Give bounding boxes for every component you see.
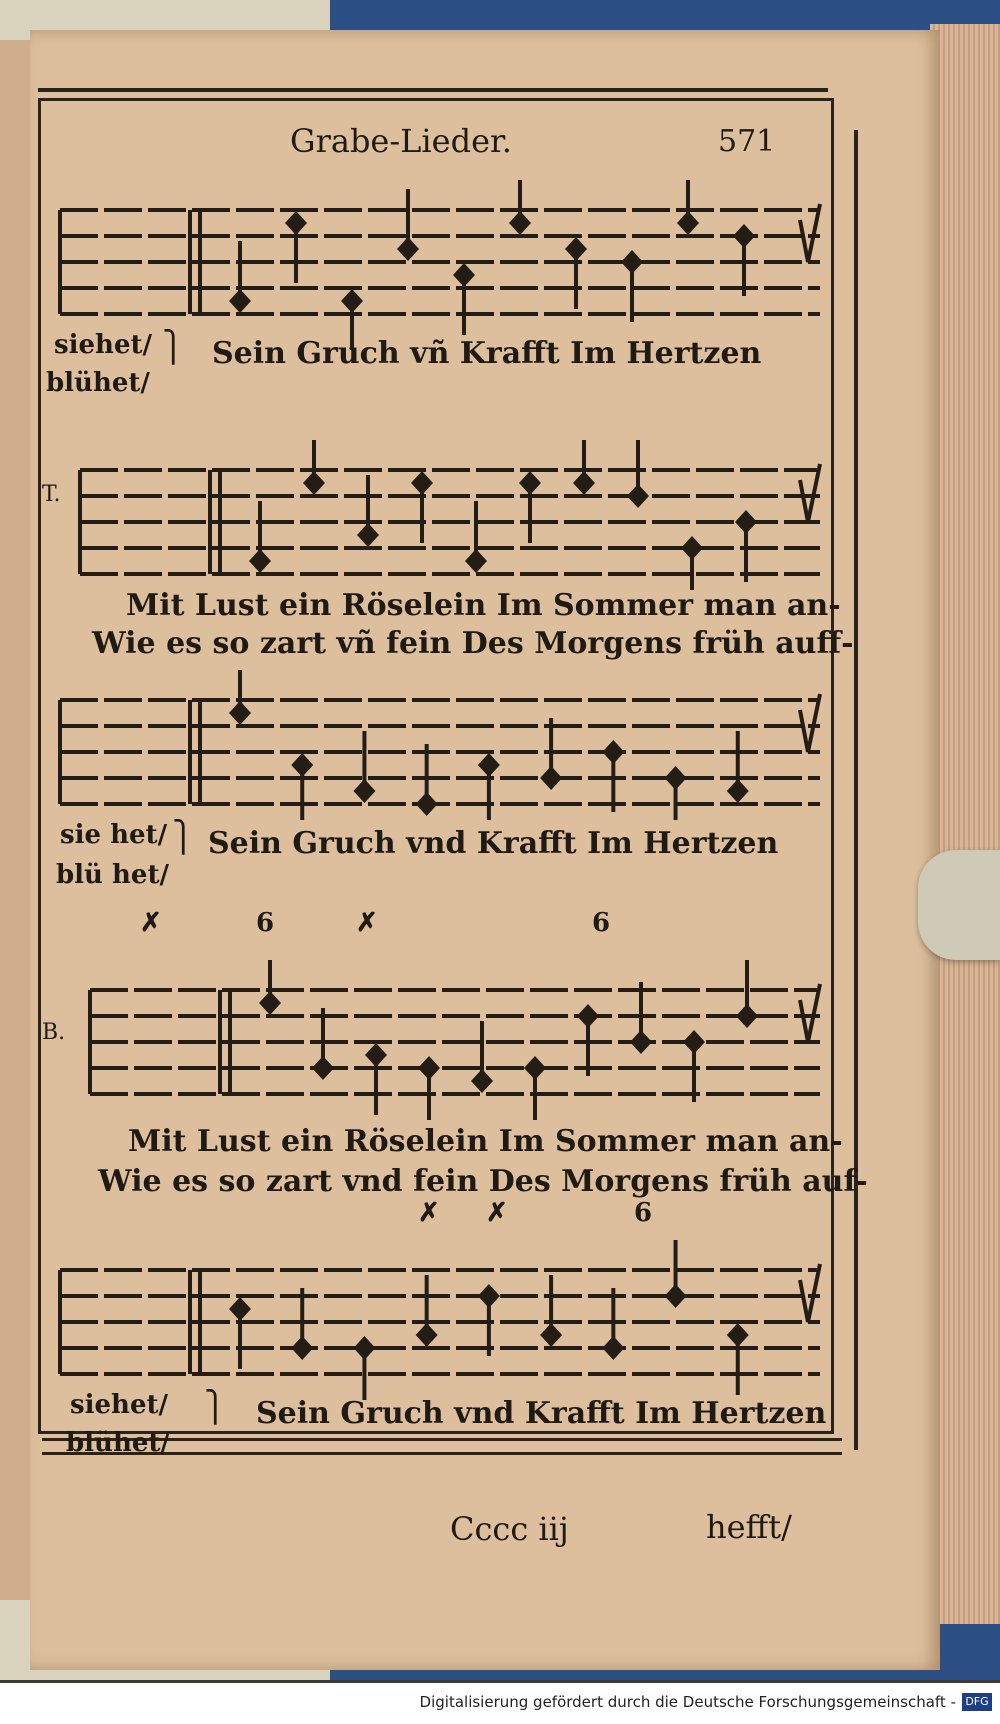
page-title: Grabe-Lieder. (290, 122, 512, 160)
continuation-text: Sein Gruch vñ Krafft Im Hertzen (212, 336, 762, 371)
custos-mark (800, 464, 820, 522)
lyric-line-2: Wie es so zart vñ fein Des Morgens früh auff- (92, 626, 854, 661)
figure-sharp: ✗ (140, 908, 162, 938)
music-staff (40, 670, 830, 820)
figure-six: 6 (634, 1198, 653, 1228)
signature-mark: Cccc iij (450, 1510, 569, 1548)
voice-label: B. (42, 1020, 66, 1045)
book-page (30, 30, 940, 1670)
voice-label: T. (42, 482, 61, 507)
page-edges (930, 24, 1000, 1624)
custos-mark (800, 1264, 820, 1322)
catchword: hefft/ (706, 1508, 792, 1546)
music-staff (60, 440, 830, 590)
brace: ⎫ (172, 820, 195, 855)
credit-text: Digitalisierung gefördert durch die Deutsche Forschungsgemeinschaft - (419, 1693, 956, 1711)
lyric-line-2: blühet/ (46, 368, 150, 398)
continuation-text: Sein Gruch vnd Krafft Im Hertzen (256, 1396, 827, 1431)
brace: ⎫ (162, 330, 185, 365)
lyric-line-2: blü het/ (56, 860, 169, 890)
lyric-line-1: sie het/ (60, 820, 168, 850)
figure-sharp: ✗ (486, 1198, 508, 1228)
music-staff (40, 1240, 830, 1400)
music-staff (40, 180, 830, 350)
figure-sharp: ✗ (418, 1198, 440, 1228)
digitization-credit (0, 1683, 1000, 1724)
custos-mark (800, 984, 820, 1042)
continuation-text: Sein Gruch vnd Krafft Im Hertzen (208, 826, 779, 861)
custos-mark (800, 204, 820, 262)
lyric-line-1: Mit Lust ein Röselein Im Sommer man an- (126, 588, 841, 623)
lyric-line-2: Wie es so zart vnd fein Des Morgens früh auf- (98, 1164, 868, 1199)
figure-six: 6 (256, 908, 275, 938)
figure-six: 6 (592, 908, 611, 938)
dfg-logo-icon: DFG (962, 1693, 992, 1711)
figure-sharp: ✗ (356, 908, 378, 938)
brace: ⎫ (204, 1390, 227, 1425)
lyric-line-1: Mit Lust ein Röselein Im Sommer man an- (128, 1124, 843, 1159)
music-staff (70, 960, 830, 1120)
lyric-line-2: blühet/ (66, 1428, 170, 1458)
lyric-line-1: siehet/ (54, 330, 153, 360)
page-number: 571 (718, 124, 776, 159)
right-rule (854, 130, 858, 1450)
custos-mark (800, 694, 820, 752)
lyric-line-1: siehet/ (70, 1390, 169, 1420)
top-rule (38, 88, 828, 92)
page-clip (918, 850, 1000, 960)
